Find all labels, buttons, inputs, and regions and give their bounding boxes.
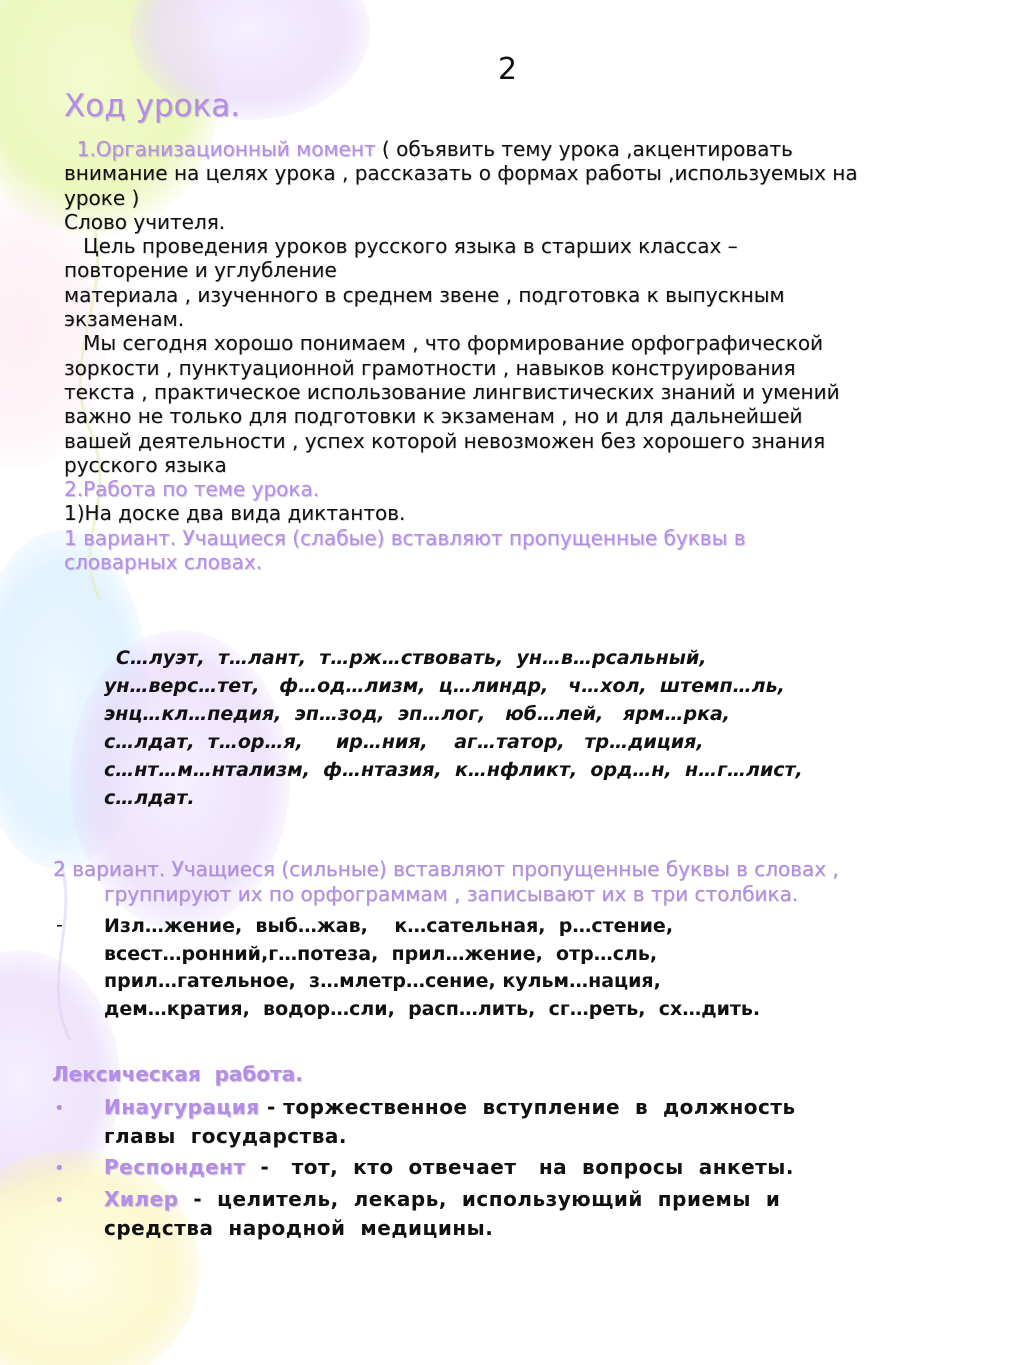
dictation2-line: всест…ронний,г…потеза, прил…жение, отр…сль, [104, 942, 658, 965]
board-text: 1)На доске два вида диктантов. [64, 501, 406, 526]
section1-line: русского языка [64, 452, 227, 477]
dictation1-line: С…луэт, т…лант, т…рж…ствовать, ун…в…рсальный, [116, 647, 707, 669]
lexical-term: Инаугурация [104, 1095, 260, 1119]
section1-line: уроке ) [64, 185, 140, 210]
page-number: 2 [498, 52, 518, 87]
bullet-icon: • [54, 1098, 65, 1119]
lexical-term: Хилер [104, 1187, 179, 1211]
section1-line: Цель проведения уроков русского языка в старших классах – [64, 234, 738, 259]
section1-line: внимание на целях урока , рассказать о формах работы ,используемых на [64, 161, 858, 186]
lexical-definition: средства народной медицины. [104, 1216, 494, 1240]
section2-label: 2.Работа по теме урока. [64, 477, 320, 502]
dictation2-line: прил…гательное, з…млетр…сение, кульм…нация, [104, 970, 661, 992]
dictation1-block [104, 644, 984, 812]
section1-line: Слово учителя. [64, 209, 226, 234]
section1-line: повторение и углубление [64, 258, 337, 283]
section1-block [64, 137, 994, 574]
section1-line: материала , изученного в среднем звене , подготовка к выпускным [64, 282, 785, 307]
bullet-icon: • [54, 1190, 65, 1211]
lexical-item [104, 1153, 984, 1182]
section1-line: зоркости , пунктуационной грамотности , навыков конструирования [64, 355, 796, 380]
section1-line: важно не только для подготовки к экзаменам , но и для дальнейшей [64, 404, 803, 429]
dictation2-block [104, 913, 984, 1023]
lexical-title: Лексическая работа. [52, 1062, 303, 1086]
variant1-line: словарных словах. [64, 550, 263, 575]
section1-first-line [64, 137, 994, 161]
page-title: Ход урока. [64, 88, 241, 124]
lexical-definition: - тот, кто отвечает на вопросы анкеты. [245, 1155, 794, 1179]
section1-line: текста , практическое использование лингвистических знаний и умений [64, 379, 840, 404]
section1-label: 1.Организационный момент [76, 137, 376, 161]
section1-first-text: ( объявить тему урока ,акцентировать [375, 137, 793, 161]
variant1-line: 1 вариант. Учащиеся (слабые) вставляют пропущенные буквы в [64, 525, 746, 550]
dictation2-line: Изл…жение, выб…жав, к…сательная, р…стение, [104, 915, 674, 937]
dictation1-line: энц…кл…педия, эп…зод, эп…лог, юб…лей, ярм…рка, [104, 703, 731, 725]
section1-line: Мы сегодня хорошо понимаем , что формирование орфографической [64, 331, 824, 356]
lexical-definition: главы государства. [104, 1124, 348, 1148]
lexical-item [104, 1093, 984, 1151]
lexical-term: Респондент [104, 1155, 246, 1179]
dash-marker: - [56, 914, 63, 936]
dictation1-line: с…лдат. [104, 787, 195, 809]
section1-line: экзаменам. [64, 307, 185, 332]
dictation1-line: с…нт…м…нтализм, ф…нтазия, к…нфликт, орд…н, н…г…лист, [104, 759, 803, 781]
variant2-line: группируют их по орфограммам , записывают их в три столбика. [104, 882, 799, 906]
dictation2-line: дем…кратия, водор…сли, расп…лить, сг…реть, сх…дить. [104, 997, 761, 1020]
dictation1-line: ун…верс…тет, ф…од…лизм, ц…линдр, ч…хол, штемп…ль, [104, 675, 785, 697]
dictation1-line: с…лдат, т…ор…я, ир…ния, аг…татор, тр…диция, [104, 731, 704, 753]
lexical-definition: - целитель, лекарь, использующий приемы и [178, 1187, 781, 1211]
lexical-item [104, 1185, 984, 1243]
bullet-icon: • [54, 1158, 65, 1179]
lexical-definition: - торжественное вступление в должность [259, 1095, 796, 1119]
section1-line: вашей деятельности , успех которой невозможен без хорошего знания [64, 428, 826, 453]
variant2-line: 2 вариант. Учащиеся (сильные) вставляют пропущенные буквы в словах , [53, 857, 839, 881]
